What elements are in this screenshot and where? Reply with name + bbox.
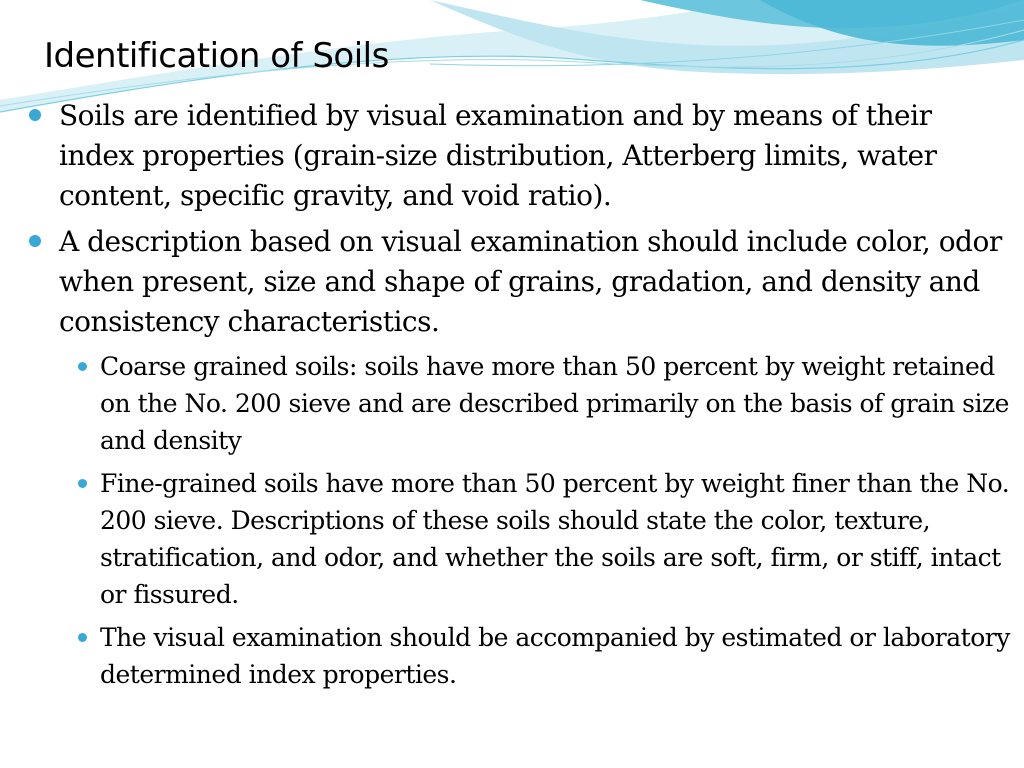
sub-bullet-dot-icon (78, 362, 87, 371)
bullet-text: A description based on visual examination should include color, odor when present, size and shape of grains, gradation, and density and consistency characteristics. (59, 225, 1002, 338)
sub-bullet-item (100, 348, 1015, 459)
sub-bullet-text: Fine-grained soils have more than 50 percent by weight finer than the No. 200 sieve. Descriptions of these soils should state the color, texture, stratification, and odor, and whether the soils are soft, firm, or stiff, intact or fissured. (100, 469, 1010, 609)
bullet-dot-icon (29, 109, 41, 121)
bullet-item (59, 96, 1009, 216)
bullet-item (59, 222, 1009, 342)
slide-title: Identification of Soils (44, 36, 389, 76)
sub-bullet-text: Coarse grained soils: soils have more than 50 percent by weight retained on the No. 200 sieve and are described primarily on the basis of grain size and density (100, 352, 1009, 455)
sub-bullet-dot-icon (78, 633, 87, 642)
bullet-dot-icon (29, 235, 41, 247)
sub-bullet-text: The visual examination should be accompanied by estimated or laboratory determined index properties. (100, 623, 1010, 689)
sub-bullet-item (100, 465, 1015, 613)
bullet-text: Soils are identified by visual examination and by means of their index properties (grain-size distribution, Atterberg limits, water content, specific gravity, and void ratio). (59, 99, 937, 212)
bullet-list (0, 96, 1024, 699)
sub-bullet-dot-icon (78, 479, 87, 488)
sub-bullet-item (100, 619, 1015, 693)
